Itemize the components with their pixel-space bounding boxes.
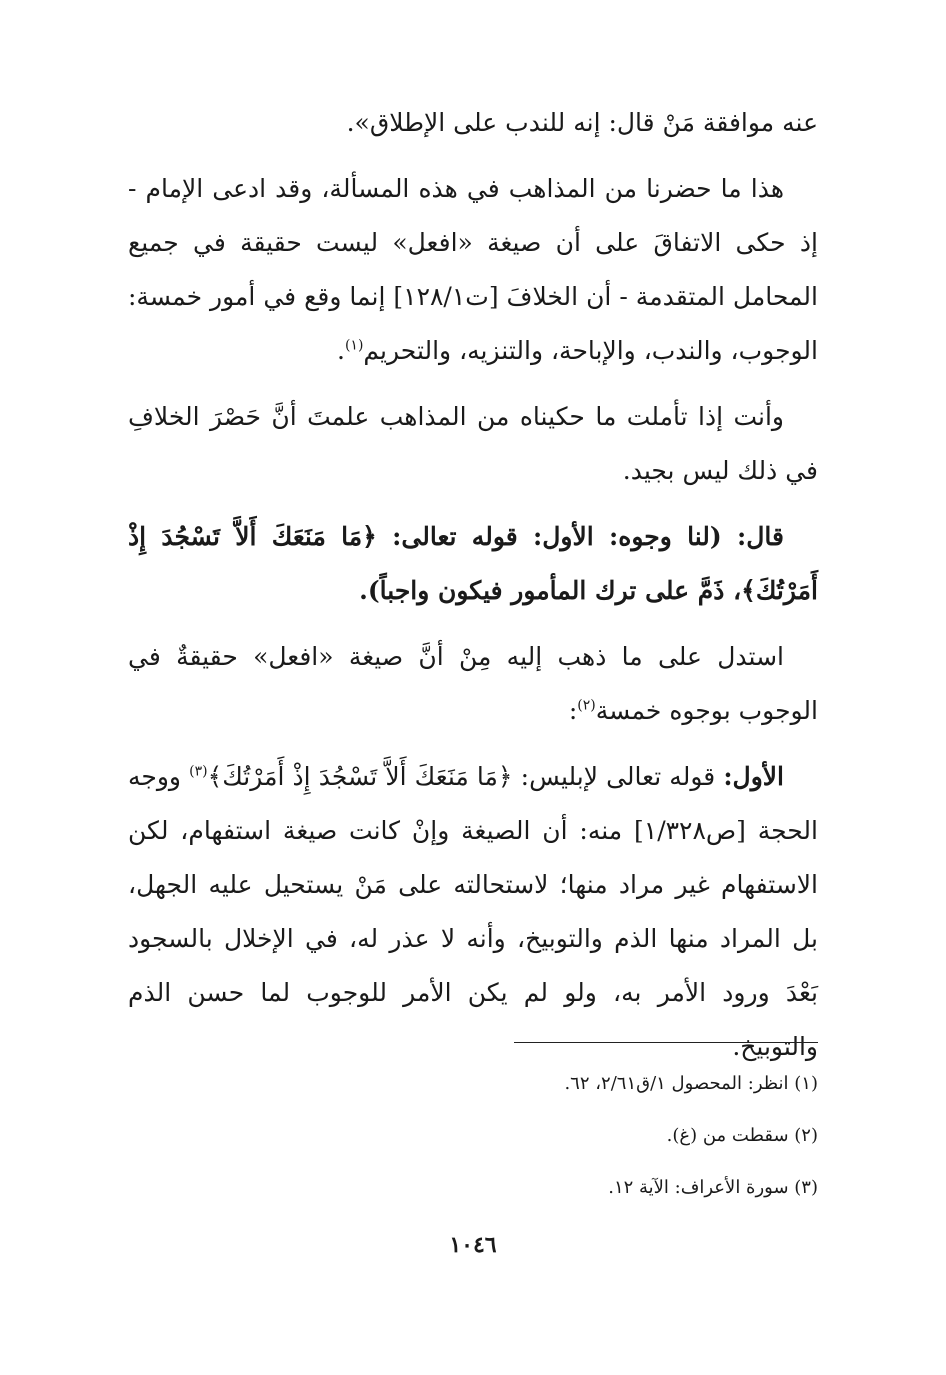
paragraph-text: هذا ما حضرنا من المذاهب في هذه المسألة، وقد ادعى الإمام - إذ حكى الاتفاقَ على أن صيغة «افعل» ليست حقيقة في جميع المحامل المتقدمة - أن الخلافَ [ت١٢٨/١] إنما وقع في أمور خمسة: الوجوب، والندب، والإباحة، والتنزيه، والتحريم xyxy=(128,174,818,365)
paragraph-text: قوله تعالى لإبليس: ﴿مَا مَنَعَكَ أَلاَّ تَسْجُدَ إِذْ أَمَرْتُكَ﴾ xyxy=(207,762,724,791)
paragraph-tail: : xyxy=(568,696,578,725)
paragraph-lead: الأول: xyxy=(723,762,784,791)
paragraph-istidlal xyxy=(128,630,818,738)
footnotes xyxy=(128,1064,818,1220)
paragraph-continuation xyxy=(128,96,818,150)
page-body xyxy=(128,96,818,1086)
paragraph-text: وأنت إذا تأملت ما حكيناه من المذاهب علمتَ أنَّ حَصْرَ الخلافِ في ذلك ليس بجيد. xyxy=(128,402,818,485)
paragraph-text: قال: (لنا وجوه: الأول: قوله تعالى: ﴿مَا مَنَعَكَ أَلاَّ تَسْجُدَ إِذْ أَمَرْتُكَ﴾، ذَمَّ على ترك المأمور فيكون واجباً). xyxy=(128,522,818,605)
paragraph-text: استدل على ما ذهب إليه مِنْ أنَّ صيغة «افعل» حقيقةٌ في الوجوب بوجوه خمسة xyxy=(128,642,818,725)
footnote-3: (٣) سورة الأعراف: الآية ١٢. xyxy=(608,1177,818,1198)
paragraph-tail: . xyxy=(337,336,345,365)
paragraph-matn xyxy=(128,510,818,618)
footnote-1: (١) انظر: المحصول ١/ق٢/٦١، ٦٢. xyxy=(564,1073,818,1094)
page-number: ١٠٤٦ xyxy=(449,1232,497,1258)
footnote-ref: (٢) xyxy=(577,697,596,714)
paragraph-madhahib xyxy=(128,162,818,378)
paragraph-text: عنه موافقة مَنْ قال: إنه للندب على الإطلاق». xyxy=(346,108,818,137)
paragraph-hasr xyxy=(128,390,818,498)
footnote-ref: (١) xyxy=(344,337,364,354)
footnote-ref: (٣) xyxy=(189,763,208,780)
paragraph-awwal xyxy=(128,750,818,1074)
paragraph-tail: ووجه الحجة [ص١/٣٢٨] منه: أن الصيغة وإنْ كانت صيغة استفهام، لكن الاستفهام غير مراد منها؛ لاستحالته على مَنْ يستحيل عليه الجهل، بل المراد منها الذم والتوبيخ، وأنه لا عذر له، في الإخلال بالسجود بَعْدَ ورود الأمر به، ولو لم يكن الأمر للوجوب لما حسن الذم والتوبيخ. xyxy=(128,762,818,1061)
footnote-divider xyxy=(514,1042,818,1043)
footnote-2: (٢) سقطت من (غ). xyxy=(666,1125,818,1146)
